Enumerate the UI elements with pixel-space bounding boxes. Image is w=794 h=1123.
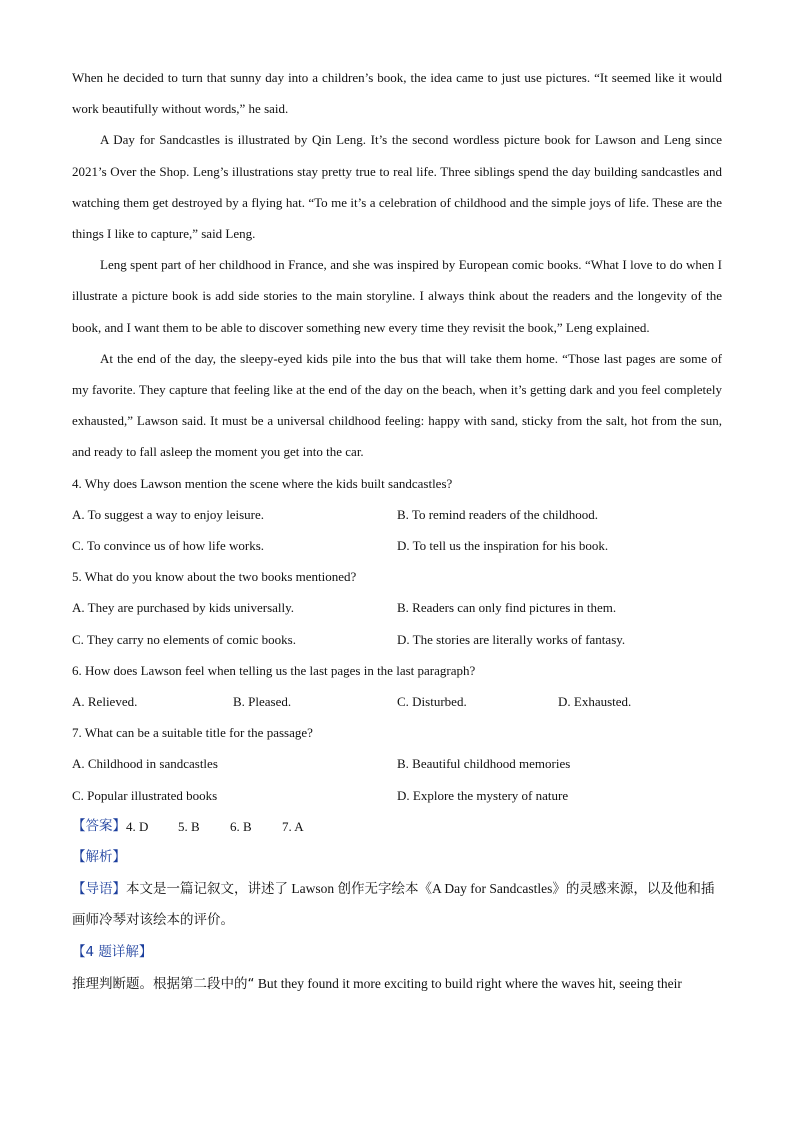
answer-key bbox=[72, 811, 722, 842]
question-4 bbox=[72, 468, 722, 562]
intro-book-title: A Day for Sandcastles bbox=[432, 881, 553, 897]
analysis-label: 【解析】 bbox=[72, 849, 126, 866]
option-b: B. Readers can only find pictures in them. bbox=[397, 600, 617, 616]
question-5 bbox=[72, 561, 722, 655]
answer-item: 6. B bbox=[230, 818, 252, 834]
question-options bbox=[72, 748, 722, 810]
passage-paragraph-2: A Day for Sandcastles is illustrated by Qin Leng. It’s the second wordless picture book for Lawson and Leng since 2021’s Over the Shop. Leng’s illustrations stay pretty true to real life. Three siblings spend the day building sandcastles and watching them get destroyed by a flying hat. “To me it’s a celebration of childhood and the simple joys of life. These are the things I like to capture,” said Leng. bbox=[72, 132, 722, 242]
option-c: C. To convince us of how life works. bbox=[72, 538, 265, 554]
passage-paragraph-1: When he decided to turn that sunny day into a children’s book, the idea came to just use pictures. “It seemed like it would work beautifully without words,” he said. bbox=[72, 70, 722, 117]
answer-item: 4. D bbox=[126, 818, 149, 834]
option-a: A. Relieved. bbox=[72, 694, 138, 710]
detail-text bbox=[72, 968, 722, 1000]
intro-label: 【导语】 bbox=[72, 881, 126, 898]
option-c: C. Popular illustrated books bbox=[72, 787, 218, 803]
option-d: D. To tell us the inspiration for his book. bbox=[397, 538, 609, 554]
option-d: D. Exhausted. bbox=[558, 694, 632, 710]
analysis-intro bbox=[72, 873, 722, 936]
answer-item: 5. B bbox=[178, 818, 200, 834]
question-stem: 6. How does Lawson feel when telling us the last pages in the last paragraph? bbox=[72, 662, 476, 678]
option-d: D. Explore the mystery of nature bbox=[397, 787, 569, 803]
option-a: A. They are purchased by kids universally. bbox=[72, 600, 295, 616]
intro-text-e: 》的灵感来源，以及他和插画师冷琴对该绘本的评价。 bbox=[72, 881, 715, 929]
intro-text-c: 创作无字绘本《 bbox=[337, 881, 432, 898]
detail-label: 【4 题详解】 bbox=[72, 943, 153, 960]
option-c: C. They carry no elements of comic books. bbox=[72, 631, 296, 647]
question-stem: 7. What can be a suitable title for the passage? bbox=[72, 725, 313, 741]
question-options bbox=[72, 592, 722, 654]
option-d: D. The stories are literally works of fantasy. bbox=[397, 631, 626, 647]
passage-paragraph-4: At the end of the day, the sleepy-eyed kids pile into the bus that will take them home. “Those last pages are some of my favorite. They capture that feeling like at the end of the day on the beach, when it’s getting dark and you feel completely exhausted,” Lawson said. It must be a universal childhood feeling: happy with sand, sticky from the salt, hot from the sun, and ready to fall asleep the moment you get into the car. bbox=[72, 350, 722, 460]
option-b: B. Beautiful childhood memories bbox=[397, 756, 571, 772]
question-6 bbox=[72, 655, 722, 717]
detail-quote: But they found it more exciting to build right where the waves hit, seeing their bbox=[254, 975, 682, 991]
answer-label: 【答案】 bbox=[72, 817, 126, 834]
option-a: A. To suggest a way to enjoy leisure. bbox=[72, 506, 265, 522]
passage-paragraph-3: Leng spent part of her childhood in France, and she was inspired by European comic books. “What I love to do when I illustrate a picture book is add side stories to the main storyline. I always think about the readers and the longevity of the book, and I want them to be able to discover something new every time they revisit the book,” Leng explained. bbox=[72, 257, 722, 335]
option-a: A. Childhood in sandcastles bbox=[72, 756, 218, 772]
intro-text-a: 本文是一篇记叙文，讲述了 bbox=[126, 881, 288, 898]
answer-item: 7. A bbox=[282, 818, 304, 834]
intro-text-b: Lawson bbox=[288, 881, 338, 897]
question-stem: 5. What do you know about the two books mentioned? bbox=[72, 569, 357, 585]
question-options bbox=[72, 499, 722, 561]
option-c: C. Disturbed. bbox=[397, 694, 467, 710]
option-b: B. To remind readers of the childhood. bbox=[397, 506, 599, 522]
question-options bbox=[72, 686, 722, 717]
question-stem: 4. Why does Lawson mention the scene where the kids built sandcastles? bbox=[72, 475, 453, 491]
detail-text-a: 推理判断题。根据第二段中的“ bbox=[72, 975, 255, 992]
question-7 bbox=[72, 717, 722, 811]
option-b: B. Pleased. bbox=[233, 694, 292, 710]
